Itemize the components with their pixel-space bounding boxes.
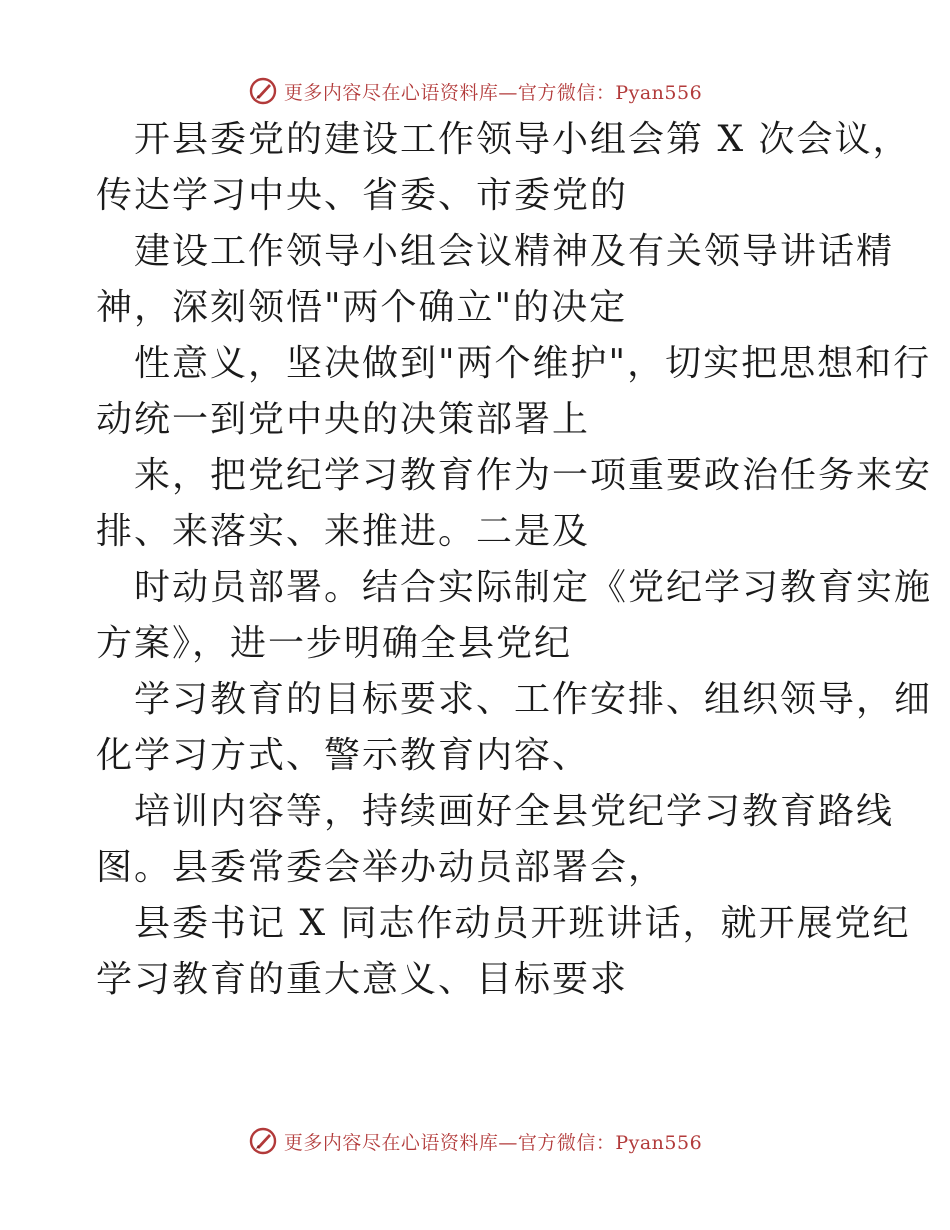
- text-line: 传达学习中央、省委、市委党的: [96, 175, 629, 216]
- text-line: 神，深刻领悟"两个确立"的决定: [96, 287, 628, 328]
- quill-circle-logo-icon: [248, 1126, 278, 1156]
- header-watermark-banner: [0, 74, 950, 108]
- text-line: 建设工作领导小组会议精神及有关领导讲话精: [134, 231, 895, 272]
- text-line: 来，把党纪学习教育作为一项重要政治任务来安: [134, 455, 933, 496]
- quill-circle-logo-icon: [248, 76, 278, 106]
- text-line: 动统一到党中央的决策部署上: [96, 399, 591, 440]
- text-line: 排、来落实、来推进。二是及: [96, 511, 591, 552]
- text-line: 化学习方式、警示教育内容、: [96, 735, 591, 776]
- text-line: 图。县委常委会举办动员部署会，: [96, 847, 667, 888]
- text-line: 方案》，进一步明确全县党纪: [96, 623, 573, 664]
- text-line: 开县委党的建设工作领导小组会第 X 次会议，: [134, 119, 911, 160]
- footer-watermark-banner: [0, 1124, 950, 1158]
- text-line: 性意义，坚决做到"两个维护"，切实把思想和行: [134, 343, 932, 384]
- text-line: 学习教育的目标要求、工作安排、组织领导，细: [134, 679, 933, 720]
- document-body: [96, 119, 933, 1018]
- header-banner-text: 更多内容尽在心语资料库—官方微信：Pyan556: [283, 81, 703, 104]
- text-line: 时动员部署。结合实际制定《党纪学习教育实施: [134, 567, 933, 608]
- text-line: 培训内容等，持续画好全县党纪学习教育路线: [134, 791, 895, 832]
- text-line: 县委书记 X 同志作动员开班讲话，就开展党纪: [134, 903, 911, 944]
- footer-banner-text: 更多内容尽在心语资料库—官方微信：Pyan556: [283, 1131, 703, 1154]
- text-line: 学习教育的重大意义、目标要求: [96, 959, 629, 1000]
